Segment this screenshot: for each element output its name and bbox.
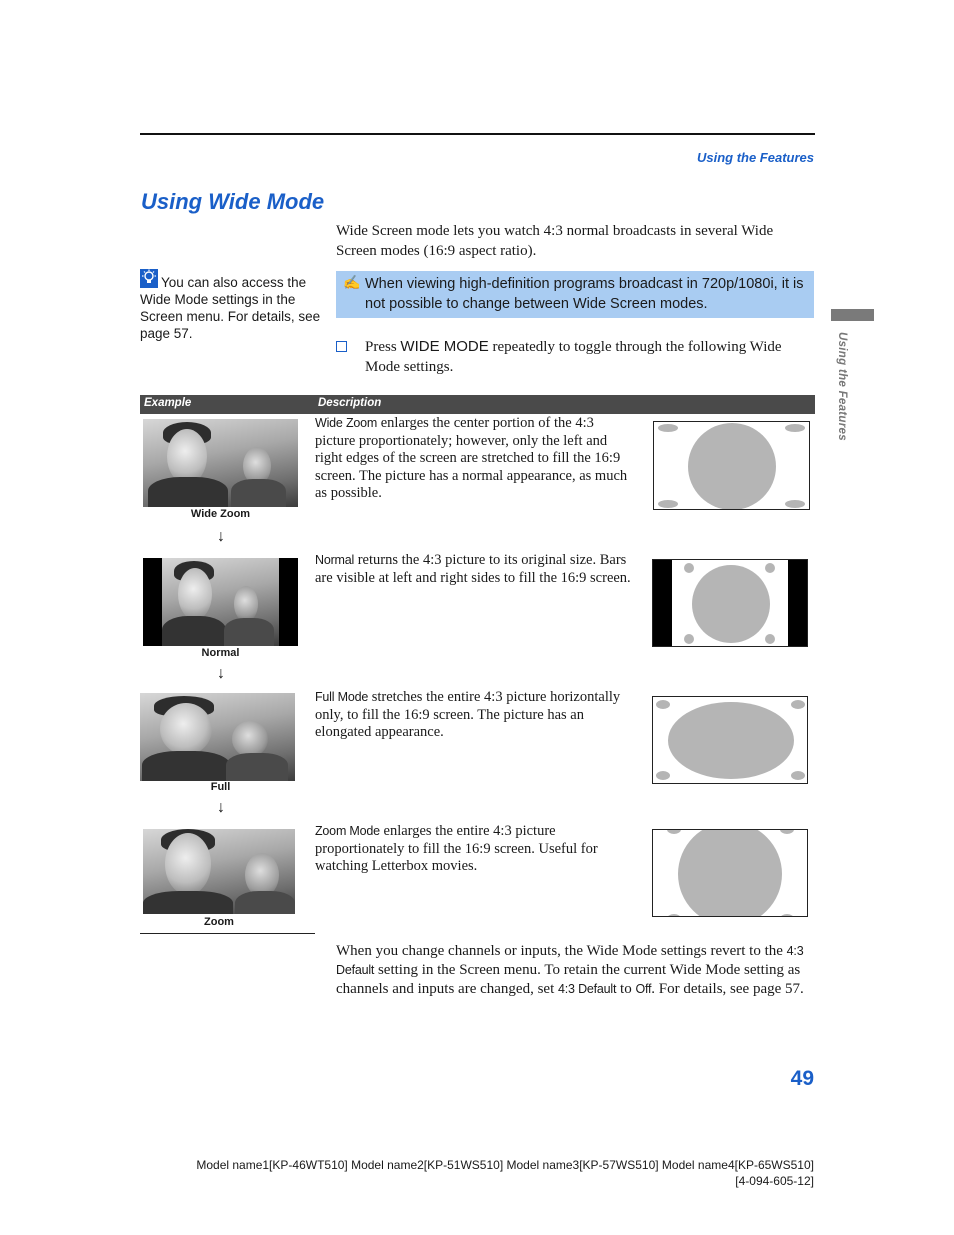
wide-zoom-photo	[143, 419, 298, 507]
tip-text: You can also access the Wide Mode settings in the Screen menu. For details, see page 57.	[140, 275, 321, 341]
checkbox-icon	[336, 341, 347, 352]
wide-zoom-diagram	[653, 421, 810, 510]
header-rule	[140, 133, 815, 135]
caption: Full	[210, 781, 231, 793]
note-box	[336, 271, 814, 318]
note-text: When viewing high-definition programs broadcast in 720p/1080i, it is not possible to change between Wide Screen modes.	[365, 276, 804, 312]
footer-models: Model name1[KP-46WT510] Model name2[KP-51WS510] Model name3[KP-57WS510] Model name4[KP-65WS510]	[196, 1158, 814, 1172]
caption: Wide Zoom	[190, 508, 251, 520]
table-bottom-rule	[140, 933, 315, 934]
closing-paragraph: When you change channels or inputs, the Wide Mode settings revert to the 4:3 Default setting in the Screen menu. To retain the current Wide Mode setting as channels and inputs are changed, set 4:3 Default to Off. For details, see page 57.	[336, 943, 804, 997]
running-header: Using the Features	[696, 150, 814, 165]
sidebar-tab	[831, 309, 874, 321]
down-arrow-icon: ↓	[217, 528, 225, 545]
zoom-diagram	[652, 829, 808, 917]
caption: Normal	[201, 647, 240, 659]
description: Zoom Mode enlarges the entire 4:3 picture proportionately to fill the 16:9 screen. Useful for watching Letterbox movies.	[315, 823, 598, 874]
description: Full Mode stretches the entire 4:3 picture horizontally only, to fill the 16:9 screen. The picture has an elongated appearance.	[315, 689, 621, 740]
caption: Zoom	[204, 916, 234, 928]
header-description: Description	[318, 397, 382, 409]
description: Normal returns the 4:3 picture to its original size. Bars are visible at left and right sides to fill the 16:9 screen.	[315, 552, 631, 586]
page-title: Using Wide Mode	[141, 189, 325, 214]
zoom-photo	[143, 829, 295, 914]
description: Wide Zoom enlarges the center portion of the 4:3 picture proportionately; however, only the left and right edges of the screen are stretched to fill the 16:9 screen. The picture has a normal appearance, as much as possible.	[315, 415, 628, 501]
table-header	[140, 395, 815, 414]
full-diagram	[652, 696, 808, 784]
header-example: Example	[144, 397, 192, 409]
down-arrow-icon: ↓	[217, 665, 225, 682]
intro-paragraph: Wide Screen mode lets you watch 4:3 normal broadcasts in several Wide Screen modes (16:9 aspect ratio).	[336, 223, 774, 259]
page-number: 49	[790, 1067, 814, 1090]
instruction-bullet: Press WIDE MODE repeatedly to toggle through the following Wide Mode settings.	[336, 337, 806, 377]
sidebar-label: Using the Features	[836, 332, 848, 441]
normal-diagram	[652, 559, 808, 647]
down-arrow-icon: ↓	[217, 799, 225, 816]
normal-photo	[143, 558, 298, 646]
footer-code: [4-094-605-12]	[735, 1174, 814, 1188]
wide-mode-key: WIDE MODE	[400, 338, 489, 355]
pencil-icon: ✍	[343, 276, 361, 291]
full-photo	[140, 693, 295, 781]
